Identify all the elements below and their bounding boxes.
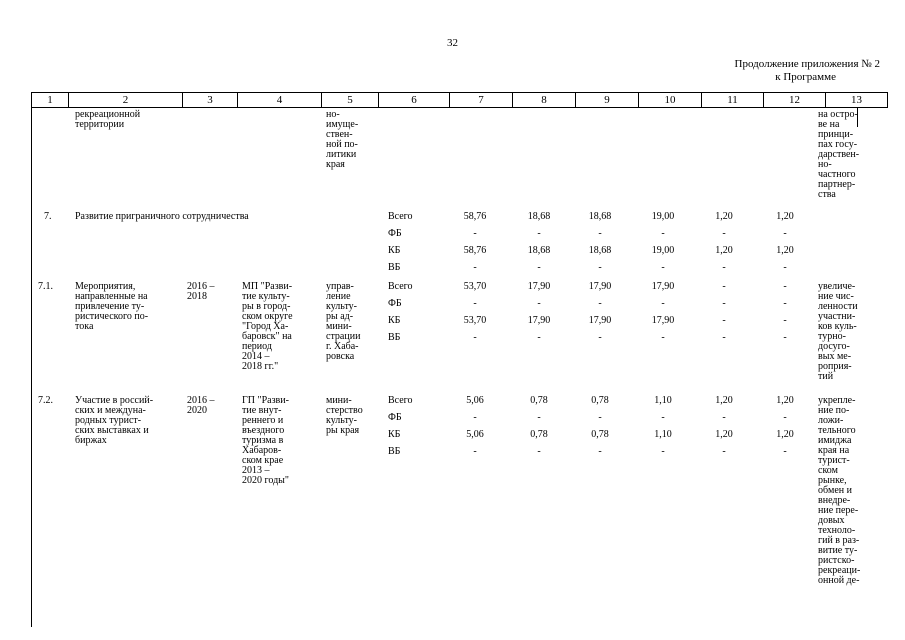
row-values: [388, 212, 828, 280]
value-col9: 18,68: [588, 211, 612, 222]
value-col9: -: [598, 446, 602, 457]
value-col10: 19,00: [651, 211, 675, 222]
value-col8: 0,78: [530, 395, 548, 406]
value-col10: 1,10: [654, 395, 672, 406]
value-col11: 1,20: [715, 429, 733, 440]
source-label: Всего: [388, 395, 413, 406]
value-col11: -: [722, 298, 726, 309]
value-col9: 18,68: [588, 245, 612, 256]
table-left-border: [31, 107, 32, 627]
value-col8: 17,90: [527, 281, 551, 292]
value-col9: 17,90: [588, 315, 612, 326]
fragment-col5: но- имуще- ствен- ной по- литики края: [326, 109, 359, 170]
continuation-note: [640, 58, 880, 84]
value-col8: -: [537, 332, 541, 343]
source-label: КБ: [388, 315, 401, 326]
header-col-9: 9: [576, 93, 639, 108]
header-col-12: 12: [764, 93, 826, 108]
source-label: ВБ: [388, 262, 401, 273]
value-col9: 0,78: [591, 395, 609, 406]
value-col12: -: [783, 332, 787, 343]
value-col10: -: [661, 412, 665, 423]
value-col9: -: [598, 228, 602, 239]
value-col7: -: [473, 412, 477, 423]
value-col11: 1,20: [715, 211, 733, 222]
source-label: Всего: [388, 211, 413, 222]
source-label: ФБ: [388, 228, 402, 239]
value-col12: 1,20: [776, 395, 794, 406]
row-number: 7.2.: [38, 395, 53, 406]
value-col8: -: [537, 298, 541, 309]
value-col8: 18,68: [527, 211, 551, 222]
column-header-row: [31, 92, 888, 108]
fragment-col13: на остро- ве на принци- пах госу- дарствен- но- частного партнер- ства: [818, 109, 860, 200]
value-col8: -: [537, 446, 541, 457]
source-label: КБ: [388, 245, 401, 256]
row-name: Участие в россий- ских и междуна- родных турист- ских выставках и биржах: [75, 395, 154, 446]
source-label: ФБ: [388, 412, 402, 423]
value-col11: 1,20: [715, 395, 733, 406]
value-col10: 1,10: [654, 429, 672, 440]
row-executor: мини- стерство культу- ры края: [326, 395, 363, 436]
row-executor: управ- ление культу- ры ад- мини- страции г. Хаба- ровска: [326, 281, 361, 362]
value-col12: -: [783, 315, 787, 326]
page-number: 32: [447, 37, 458, 49]
value-col10: -: [661, 262, 665, 273]
fragment-col2: рекреационной территории: [75, 109, 141, 130]
value-col8: -: [537, 262, 541, 273]
value-col12: -: [783, 228, 787, 239]
header-col-11: 11: [702, 93, 764, 108]
value-col12: 1,20: [776, 429, 794, 440]
value-col10: -: [661, 298, 665, 309]
value-col8: -: [537, 228, 541, 239]
value-col7: 5,06: [466, 395, 484, 406]
value-col10: 17,90: [651, 315, 675, 326]
row-program: МП "Разви- тие культу- ры в город- ском округе "Город Ха- баровск" на период 2014 – 2018 гг.": [242, 281, 293, 372]
value-col8: 17,90: [527, 315, 551, 326]
value-col11: -: [722, 228, 726, 239]
row-values: [388, 396, 828, 464]
row-name: Развитие приграничного сотрудничества: [75, 211, 249, 222]
value-col10: -: [661, 228, 665, 239]
header-col-13: 13: [826, 93, 888, 108]
value-col12: -: [783, 281, 787, 292]
value-col8: -: [537, 412, 541, 423]
row-name: Мероприятия, направленные на привлечение ту- ристического по- тока: [75, 281, 149, 332]
value-col12: -: [783, 446, 787, 457]
row-values: [388, 282, 828, 350]
header-col-1: 1: [32, 93, 69, 108]
row-years: 2016 – 2018: [187, 281, 215, 302]
row-number: 7.1.: [38, 281, 53, 292]
value-col11: -: [722, 446, 726, 457]
header-col-2: 2: [69, 93, 183, 108]
value-col10: 19,00: [651, 245, 675, 256]
value-col10: -: [661, 332, 665, 343]
value-col7: -: [473, 298, 477, 309]
value-col12: -: [783, 412, 787, 423]
row-result: увеличе- ние чис- ленности участни- ков куль- турно- досуго- вых ме- роприя- тий: [818, 281, 858, 382]
value-col8: 18,68: [527, 245, 551, 256]
value-col7: 5,06: [466, 429, 484, 440]
continuation-line-2: к Программе: [775, 71, 836, 83]
value-col9: -: [598, 412, 602, 423]
value-col10: -: [661, 446, 665, 457]
value-col10: 17,90: [651, 281, 675, 292]
header-col-4: 4: [238, 93, 322, 108]
row-number: 7.: [44, 211, 52, 222]
value-col11: -: [722, 315, 726, 326]
source-label: КБ: [388, 429, 401, 440]
header-col-3: 3: [183, 93, 238, 108]
value-col9: 17,90: [588, 281, 612, 292]
value-col9: -: [598, 262, 602, 273]
value-col7: 58,76: [463, 211, 487, 222]
value-col9: -: [598, 332, 602, 343]
value-col7: -: [473, 446, 477, 457]
value-col11: -: [722, 332, 726, 343]
continuation-line-1: Продолжение приложения № 2: [734, 58, 880, 70]
row-program: ГП "Разви- тие внут- реннего и въездного туризма в Хабаров- ском крае 2013 – 2020 годы": [242, 395, 289, 486]
value-col7: 53,70: [463, 315, 487, 326]
value-col7: -: [473, 262, 477, 273]
value-col12: -: [783, 262, 787, 273]
header-col-10: 10: [639, 93, 702, 108]
value-col7: 53,70: [463, 281, 487, 292]
source-label: ВБ: [388, 446, 401, 457]
value-col12: 1,20: [776, 211, 794, 222]
header-col-7: 7: [450, 93, 513, 108]
source-label: Всего: [388, 281, 413, 292]
value-col11: -: [722, 281, 726, 292]
header-col-6: 6: [379, 93, 450, 108]
header-col-5: 5: [322, 93, 379, 108]
header-col-8: 8: [513, 93, 576, 108]
source-label: ФБ: [388, 298, 402, 309]
row-result: укрепле- ние по- ложи- тельного имиджа края на турист- ском рынке, обмен и внедре- ние пере- довых техноло- гий в раз- витие ту- ристско- рекреаци- онной де-: [818, 395, 861, 586]
source-label: ВБ: [388, 332, 401, 343]
value-col11: -: [722, 412, 726, 423]
value-col7: 58,76: [463, 245, 487, 256]
value-col7: -: [473, 332, 477, 343]
value-col8: 0,78: [530, 429, 548, 440]
value-col12: -: [783, 298, 787, 309]
row-years: 2016 – 2020: [187, 395, 215, 416]
value-col9: -: [598, 298, 602, 309]
value-col7: -: [473, 228, 477, 239]
value-col9: 0,78: [591, 429, 609, 440]
value-col11: -: [722, 262, 726, 273]
value-col12: 1,20: [776, 245, 794, 256]
value-col11: 1,20: [715, 245, 733, 256]
